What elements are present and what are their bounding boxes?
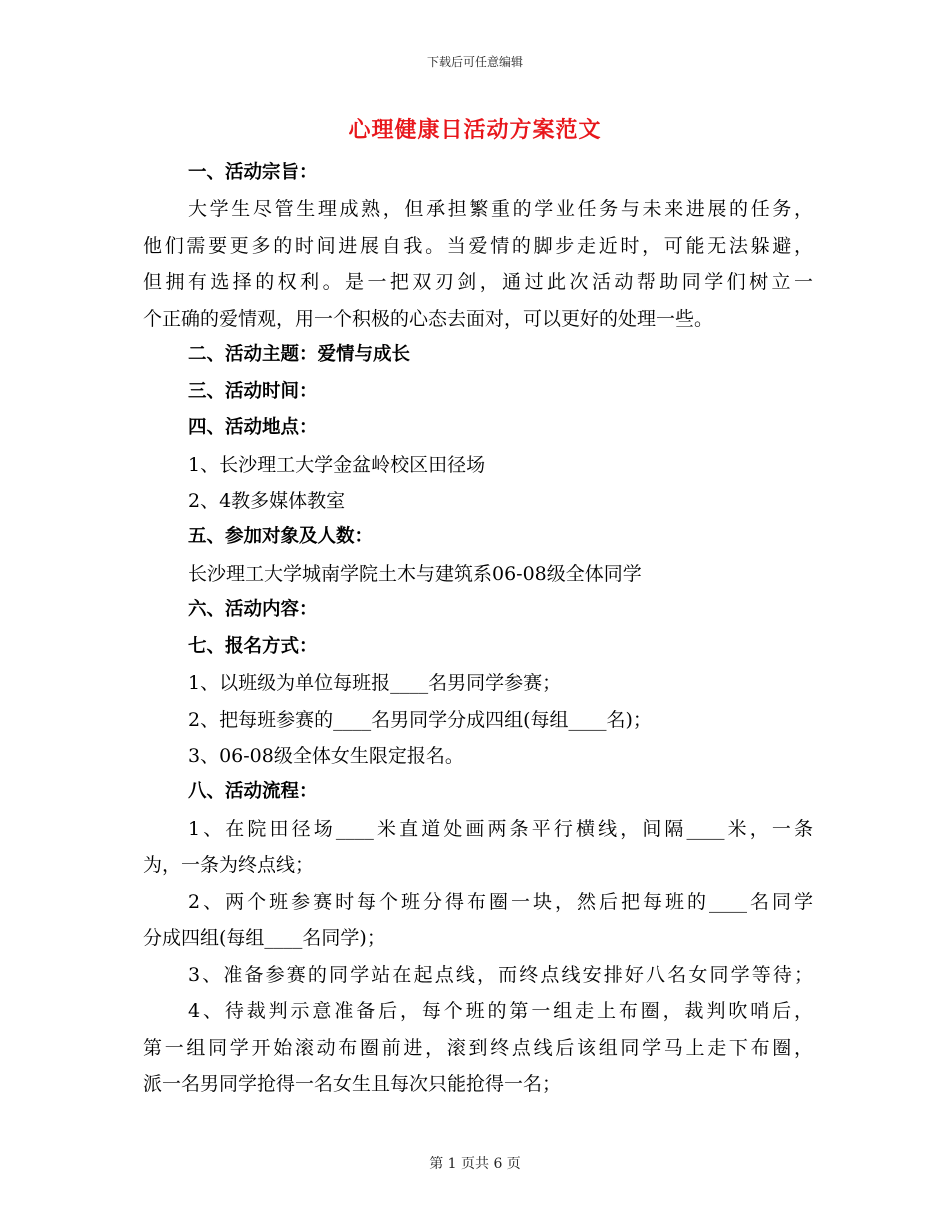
page-header: 下载后可任意编辑 <box>426 55 523 69</box>
body-line: 他们需要更多的时间进展自我。当爱情的脚步走近时，可能无法躲避， <box>143 234 813 257</box>
body-line: 3、准备参赛的同学站在起点线，而终点线安排好八名女同学等待； <box>188 963 813 986</box>
section-heading: 七、报名方式： <box>188 635 318 657</box>
body-line: 3、06-08级全体女生限定报名。 <box>188 745 464 767</box>
body-line: 1、长沙理工大学金盆岭校区田径场 <box>188 453 486 476</box>
body-line: 为，一条为终点线； <box>143 854 315 877</box>
body-line: 但拥有选择的权利。是一把双刃剑，通过此次活动帮助同学们树立一 <box>143 271 813 294</box>
body-line: 2、把每班参赛的____名男同学分成四组(每组____名)； <box>188 708 652 731</box>
body-line: 分成四组(每组____名同学)； <box>143 927 386 950</box>
document-body <box>143 155 813 1102</box>
body-line: 长沙理工大学城南学院土木与建筑系06-08级全体同学 <box>188 562 642 585</box>
document-title: 心理健康日活动方案范文 <box>348 117 602 143</box>
body-line: 第一组同学开始滚动布圈前进，滚到终点线后该组同学马上走下布圈， <box>143 1036 813 1059</box>
section-heading: 四、活动地点： <box>188 417 318 439</box>
section-heading: 五、参加对象及人数： <box>188 526 374 548</box>
body-line: 1、在院田径场____米直道处画两条平行横线，间隔____米，一条 <box>188 817 813 840</box>
section-heading: 八、活动流程： <box>188 781 318 803</box>
section-heading: 六、活动内容： <box>188 599 318 621</box>
section-heading: 一、活动宗旨： <box>188 162 318 183</box>
section-heading: 三、活动时间： <box>188 380 318 402</box>
body-line: 2、两个班参赛时每个班分得布圈一块，然后把每班的____名同学 <box>188 890 813 913</box>
section-heading: 二、活动主题：爱情与成长 <box>188 344 411 366</box>
body-line: 4、待裁判示意准备后，每个班的第一组走上布圈，裁判吹哨后， <box>188 1000 813 1023</box>
body-line: 1、以班级为单位每班报____名男同学参赛； <box>188 672 562 695</box>
body-line: 2、4教多媒体教室 <box>188 489 346 512</box>
body-line: 个正确的爱情观，用一个积极的心态去面对，可以更好的处理一些。 <box>143 307 714 330</box>
body-line: 大学生尽管生理成熟，但承担繁重的学业任务与未来进展的任务， <box>188 198 813 221</box>
page-footer: 第 1 页共 6 页 <box>429 1156 521 1172</box>
body-line: 派一名男同学抢得一名女生且每次只能抢得一名； <box>143 1072 562 1095</box>
